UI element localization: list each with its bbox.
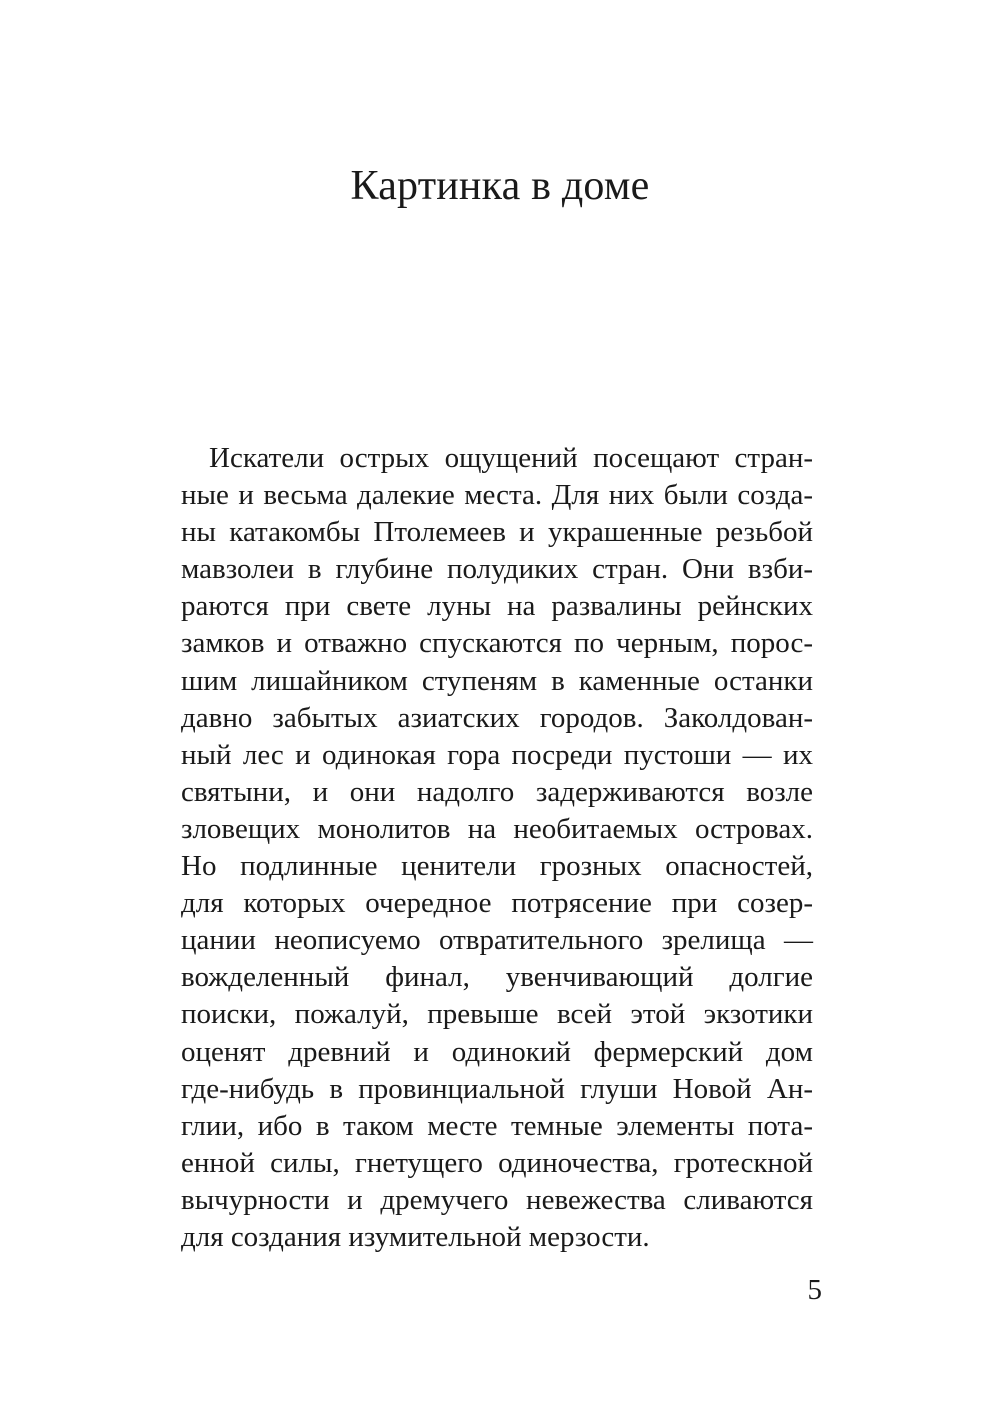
- text-line: енной силы, гнетущего одиночества, гротескной: [181, 1146, 813, 1179]
- text-line: Но подлинные ценители грозных опасностей,: [181, 850, 813, 883]
- text-line: зловещих монолитов на необитаемых островах.: [181, 812, 813, 845]
- text-line: Искатели острых ощущений посещают стран-: [209, 442, 813, 474]
- text-line: глии, ибо в таком месте темные элементы пота-: [181, 1109, 813, 1142]
- text-line: раются при свете луны на развалины рейнских: [181, 590, 813, 623]
- text-line: шим лишайником ступеням в каменные останки: [181, 664, 813, 697]
- text-line: где-нибудь в провинциальной глуши Новой Ан-: [181, 1072, 813, 1105]
- page-number: 5: [807, 1274, 822, 1306]
- text-line: цании неописуемо отвратительного зрелища —: [181, 924, 813, 957]
- text-line: вычурности и дремучего невежества сливаются: [181, 1183, 813, 1216]
- page-title: Картинка в доме: [350, 163, 650, 209]
- body-paragraph: [181, 440, 813, 1256]
- text-line: для которых очередное потрясение при созер-: [181, 887, 813, 920]
- text-line: ны катакомбы Птолемеев и украшенные резьбой: [181, 516, 813, 549]
- text-line: давно забытых азиатских городов. Заколдован-: [181, 701, 813, 734]
- text-line: оценят древний и одинокий фермерский дом: [181, 1035, 813, 1068]
- text-line: ные и весьма далекие места. Для них были созда-: [181, 479, 813, 512]
- text-line: ный лес и одинокая гора посреди пустоши — их: [181, 738, 813, 771]
- text-line: поиски, пожалуй, превыше всей этой экзотики: [181, 998, 813, 1031]
- text-line: замков и отважно спускаются по черным, порос-: [181, 627, 813, 660]
- text-line: святыни, и они надолго задерживаются возле: [181, 775, 813, 808]
- text-line: вожделенный финал, увенчивающий долгие: [181, 961, 813, 994]
- text-line: мавзолеи в глубине полудиких стран. Они взби-: [181, 553, 813, 586]
- text-line: для создания изумительной мерзости.: [181, 1220, 650, 1253]
